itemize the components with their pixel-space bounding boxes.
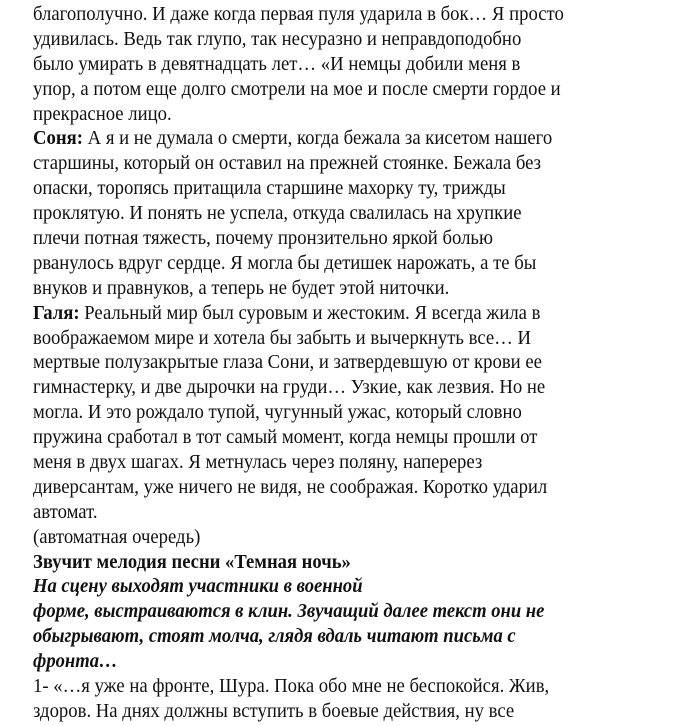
text-line: Галя: Реальный мир был суровым и жестоким. Я всегда жила в xyxy=(33,301,541,324)
song-heading: Звучит мелодия песни «Темная ночь» xyxy=(33,550,351,573)
text-line: могла. И это рождало тупой, чугунный ужас, который словно xyxy=(33,401,522,424)
paragraph-narration xyxy=(33,2,673,126)
stage-note: (автоматная очередь) xyxy=(33,525,201,548)
text-line: пружина сработал в тот самый момент, когда немцы прошли от xyxy=(33,426,538,449)
text-line: форме, выстраиваются в клин. Звучащий далее текст они не xyxy=(33,600,545,623)
text-line: упор, а потом еще долго смотрели на мое и после смерти гордое и xyxy=(33,77,561,100)
paragraph-galya-speech xyxy=(33,301,673,525)
text-line: гимнастерку, и две дырочки на груди… Узкие, как лезвия. Но не xyxy=(33,376,546,399)
speaker-label: Соня: xyxy=(33,127,83,150)
text-line: мертвые полузакрытые глаза Сони, и затвердевшую от крови ее xyxy=(33,351,542,374)
paragraph-sonya-speech xyxy=(33,126,673,300)
text-line: внуков и правнуков, а теперь не будет этой ниточки. xyxy=(33,276,450,299)
text-line: диверсантам, уже ничего не видя, не соображая. Коротко ударил xyxy=(33,475,548,498)
stage-direction xyxy=(33,574,673,674)
document-page xyxy=(33,2,673,724)
text-line: обыгрывают, стоят молча, глядя вдаль читают письма с xyxy=(33,625,516,648)
text-line: было умирать в девятнадцать лет… «И немцы добили меня в xyxy=(33,52,521,75)
text-line: прекрасное лицо. xyxy=(33,102,172,125)
text-line: здоров. На днях должны вступить в боевые действия, ну все xyxy=(33,699,515,722)
text-line: опаски, торопясь притащила старшине махорку ту, трижды xyxy=(33,177,506,200)
text-line: автомат. xyxy=(33,500,98,523)
text-line: старшины, который он оставил на прежней стоянке. Бежала без xyxy=(33,152,542,175)
text-line: меня в двух шагах. Я метнулась через поляну, наперерез xyxy=(33,451,483,474)
text-line: 1- «…я уже на фронте, Шура. Пока обо мне не беспокойся. Жив, xyxy=(33,675,550,698)
text-line: Соня: А я и не думала о смерти, когда бежала за кисетом нашего xyxy=(33,127,553,150)
speaker-label: Галя: xyxy=(33,301,80,324)
text-line: фронта… xyxy=(33,650,118,673)
text-line: воображаемом мире и хотела бы забыть и вычеркнуть все… И xyxy=(33,326,532,349)
text-line: удивилась. Ведь так глупо, так несуразно и неправдоподобно xyxy=(33,27,522,50)
text-line: плечи потная тяжесть, почему пронзительно яркой болью xyxy=(33,227,493,250)
text-line: рванулось вдруг сердце. Я могла бы детишек нарожать, а те бы xyxy=(33,251,537,274)
paragraph-letter xyxy=(33,674,673,724)
text-line: проклятую. И понять не успела, откуда свалилась на хрупкие xyxy=(33,202,522,225)
text-line: На сцену выходят участники в военной xyxy=(33,575,363,598)
text-line: благополучно. И даже когда первая пуля ударила в бок… Я просто xyxy=(33,3,564,25)
